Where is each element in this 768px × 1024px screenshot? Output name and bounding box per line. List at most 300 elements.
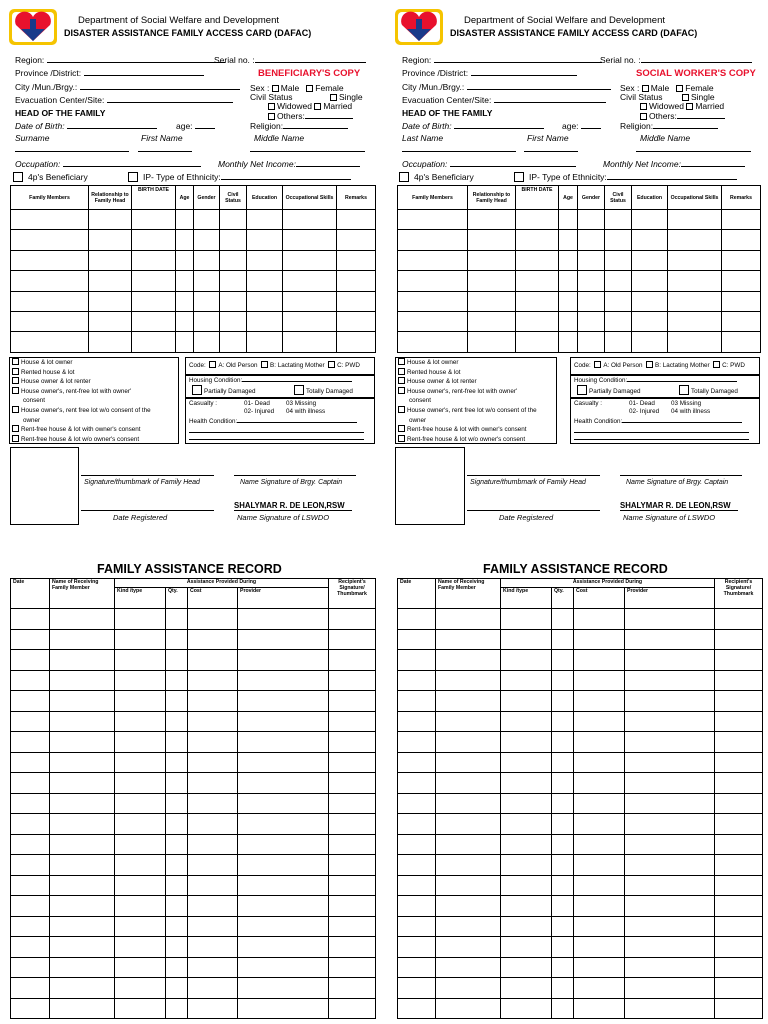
others-option[interactable]: Others: — [640, 111, 725, 121]
table-cell[interactable] — [398, 896, 436, 917]
table-cell[interactable] — [166, 855, 188, 876]
table-row[interactable] — [398, 916, 763, 937]
table-row[interactable] — [398, 793, 763, 814]
table-row[interactable] — [11, 650, 376, 671]
table-cell[interactable] — [194, 230, 220, 250]
housing-owner[interactable]: House & lot owner — [398, 358, 537, 368]
table-cell[interactable] — [559, 250, 578, 270]
single-option[interactable]: Single — [330, 92, 363, 102]
table-cell[interactable] — [516, 210, 559, 230]
table-cell[interactable] — [115, 916, 166, 937]
table-cell[interactable] — [176, 250, 194, 270]
table-cell[interactable] — [574, 978, 625, 999]
table-cell[interactable] — [501, 834, 552, 855]
table-cell[interactable] — [516, 271, 559, 291]
table-cell[interactable] — [436, 732, 501, 753]
table-cell[interactable] — [50, 916, 115, 937]
table-cell[interactable] — [578, 210, 605, 230]
table-cell[interactable] — [188, 793, 238, 814]
table-cell[interactable] — [329, 998, 376, 1019]
table-cell[interactable] — [574, 732, 625, 753]
table-cell[interactable] — [132, 210, 176, 230]
table-cell[interactable] — [166, 937, 188, 958]
table-cell[interactable] — [166, 834, 188, 855]
table-cell[interactable] — [501, 691, 552, 712]
table-cell[interactable] — [50, 732, 115, 753]
table-row[interactable] — [11, 271, 376, 291]
fourps-checkbox[interactable]: 4p's Beneficiary — [399, 172, 474, 182]
table-cell[interactable] — [436, 609, 501, 630]
table-row[interactable] — [11, 609, 376, 630]
table-row[interactable] — [11, 896, 376, 917]
table-cell[interactable] — [238, 855, 329, 876]
table-cell[interactable] — [398, 773, 436, 794]
table-cell[interactable] — [247, 250, 283, 270]
table-cell[interactable] — [115, 793, 166, 814]
table-cell[interactable] — [436, 752, 501, 773]
table-cell[interactable] — [436, 957, 501, 978]
housing-rent-free-house-with[interactable]: Rent-free house & lot with owner's consent — [12, 425, 151, 435]
table-cell[interactable] — [329, 773, 376, 794]
housing-rented[interactable]: Rented house & lot — [12, 368, 151, 378]
table-cell[interactable] — [194, 291, 220, 311]
widowed-married-options[interactable]: Widowed Married — [268, 101, 352, 111]
table-cell[interactable] — [715, 834, 763, 855]
table-cell[interactable] — [220, 250, 247, 270]
table-cell[interactable] — [11, 210, 89, 230]
table-cell[interactable] — [578, 271, 605, 291]
table-cell[interactable] — [468, 230, 516, 250]
table-cell[interactable] — [247, 332, 283, 352]
table-cell[interactable] — [436, 691, 501, 712]
table-row[interactable] — [11, 752, 376, 773]
table-cell[interactable] — [238, 834, 329, 855]
table-cell[interactable] — [329, 609, 376, 630]
table-cell[interactable] — [238, 773, 329, 794]
table-cell[interactable] — [188, 609, 238, 630]
table-cell[interactable] — [501, 752, 552, 773]
table-cell[interactable] — [238, 691, 329, 712]
table-cell[interactable] — [436, 711, 501, 732]
table-cell[interactable] — [552, 650, 574, 671]
table-cell[interactable] — [50, 629, 115, 650]
table-cell[interactable] — [283, 210, 337, 230]
table-cell[interactable] — [501, 670, 552, 691]
table-cell[interactable] — [337, 332, 376, 352]
table-cell[interactable] — [625, 793, 715, 814]
table-row[interactable] — [398, 773, 763, 794]
widowed-married-options[interactable]: Widowed Married — [640, 101, 724, 111]
table-cell[interactable] — [115, 814, 166, 835]
table-cell[interactable] — [501, 773, 552, 794]
table-cell[interactable] — [398, 875, 436, 896]
table-cell[interactable] — [50, 937, 115, 958]
table-cell[interactable] — [574, 855, 625, 876]
table-cell[interactable] — [115, 998, 166, 1019]
table-cell[interactable] — [11, 691, 50, 712]
table-cell[interactable] — [574, 793, 625, 814]
table-cell[interactable] — [166, 650, 188, 671]
table-cell[interactable] — [11, 855, 50, 876]
table-cell[interactable] — [50, 650, 115, 671]
table-cell[interactable] — [283, 311, 337, 331]
table-cell[interactable] — [188, 732, 238, 753]
housing-owner[interactable]: House & lot owner — [12, 358, 151, 368]
table-row[interactable] — [11, 670, 376, 691]
table-cell[interactable] — [552, 998, 574, 1019]
ip-ethnicity-field[interactable]: IP- Type of Ethnicity: — [514, 172, 737, 182]
table-cell[interactable] — [436, 896, 501, 917]
table-cell[interactable] — [238, 752, 329, 773]
table-cell[interactable] — [574, 875, 625, 896]
table-cell[interactable] — [115, 691, 166, 712]
table-cell[interactable] — [436, 875, 501, 896]
table-cell[interactable] — [552, 978, 574, 999]
table-cell[interactable] — [516, 250, 559, 270]
table-cell[interactable] — [329, 732, 376, 753]
table-cell[interactable] — [552, 691, 574, 712]
table-cell[interactable] — [115, 834, 166, 855]
table-cell[interactable] — [715, 814, 763, 835]
table-cell[interactable] — [188, 629, 238, 650]
table-cell[interactable] — [632, 291, 668, 311]
table-cell[interactable] — [516, 230, 559, 250]
table-cell[interactable] — [220, 311, 247, 331]
table-cell[interactable] — [398, 937, 436, 958]
table-cell[interactable] — [238, 875, 329, 896]
table-cell[interactable] — [166, 609, 188, 630]
table-cell[interactable] — [337, 291, 376, 311]
table-cell[interactable] — [552, 896, 574, 917]
table-cell[interactable] — [574, 916, 625, 937]
table-cell[interactable] — [188, 670, 238, 691]
table-cell[interactable] — [552, 875, 574, 896]
table-cell[interactable] — [625, 855, 715, 876]
table-cell[interactable] — [11, 916, 50, 937]
table-cell[interactable] — [398, 732, 436, 753]
assistance-record-body[interactable] — [11, 609, 376, 1019]
housing-rent-free-house-with[interactable]: Rent-free house & lot with owner's consent — [398, 425, 537, 435]
table-row[interactable] — [11, 629, 376, 650]
thumbmark-box[interactable] — [395, 447, 465, 525]
table-cell[interactable] — [89, 271, 132, 291]
table-cell[interactable] — [398, 250, 468, 270]
table-cell[interactable] — [625, 711, 715, 732]
table-cell[interactable] — [50, 855, 115, 876]
table-cell[interactable] — [11, 998, 50, 1019]
table-cell[interactable] — [50, 670, 115, 691]
table-cell[interactable] — [11, 332, 89, 352]
table-row[interactable] — [11, 711, 376, 732]
table-cell[interactable] — [468, 250, 516, 270]
table-cell[interactable] — [559, 311, 578, 331]
table-cell[interactable] — [436, 793, 501, 814]
table-cell[interactable] — [166, 978, 188, 999]
table-cell[interactable] — [329, 855, 376, 876]
table-row[interactable] — [398, 629, 763, 650]
table-cell[interactable] — [501, 978, 552, 999]
table-cell[interactable] — [238, 650, 329, 671]
table-cell[interactable] — [501, 937, 552, 958]
table-cell[interactable] — [552, 732, 574, 753]
table-row[interactable] — [11, 937, 376, 958]
housing-lot-renter[interactable]: House owner & lot renter — [12, 377, 151, 387]
table-cell[interactable] — [398, 916, 436, 937]
table-cell[interactable] — [247, 230, 283, 250]
table-cell[interactable] — [132, 311, 176, 331]
table-cell[interactable] — [625, 691, 715, 712]
table-cell[interactable] — [238, 793, 329, 814]
housing-rented[interactable]: Rented house & lot — [398, 368, 537, 378]
table-cell[interactable] — [247, 291, 283, 311]
table-row[interactable] — [398, 711, 763, 732]
table-cell[interactable] — [11, 937, 50, 958]
table-cell[interactable] — [625, 834, 715, 855]
table-row[interactable] — [398, 332, 761, 352]
table-cell[interactable] — [132, 271, 176, 291]
table-row[interactable] — [398, 998, 763, 1019]
table-cell[interactable] — [329, 896, 376, 917]
table-cell[interactable] — [238, 998, 329, 1019]
table-cell[interactable] — [398, 978, 436, 999]
table-cell[interactable] — [283, 230, 337, 250]
table-cell[interactable] — [605, 291, 632, 311]
housing-rent-free-with[interactable]: House owner's, rent-free lot with owner' — [12, 387, 151, 397]
table-cell[interactable] — [329, 937, 376, 958]
table-cell[interactable] — [574, 670, 625, 691]
table-row[interactable] — [11, 814, 376, 835]
table-row[interactable] — [11, 230, 376, 250]
table-cell[interactable] — [11, 773, 50, 794]
table-cell[interactable] — [115, 711, 166, 732]
table-row[interactable] — [11, 691, 376, 712]
table-cell[interactable] — [188, 978, 238, 999]
table-cell[interactable] — [468, 311, 516, 331]
table-cell[interactable] — [188, 998, 238, 1019]
table-cell[interactable] — [715, 875, 763, 896]
table-cell[interactable] — [398, 311, 468, 331]
table-cell[interactable] — [501, 916, 552, 937]
table-cell[interactable] — [715, 629, 763, 650]
table-cell[interactable] — [329, 916, 376, 937]
table-cell[interactable] — [166, 732, 188, 753]
table-cell[interactable] — [715, 978, 763, 999]
table-cell[interactable] — [166, 875, 188, 896]
table-cell[interactable] — [625, 650, 715, 671]
table-cell[interactable] — [625, 814, 715, 835]
table-cell[interactable] — [11, 834, 50, 855]
housing-lot-renter[interactable]: House owner & lot renter — [398, 377, 537, 387]
table-cell[interactable] — [398, 998, 436, 1019]
table-cell[interactable] — [605, 230, 632, 250]
table-cell[interactable] — [574, 691, 625, 712]
table-row[interactable] — [11, 834, 376, 855]
table-cell[interactable] — [722, 311, 761, 331]
table-cell[interactable] — [715, 752, 763, 773]
table-cell[interactable] — [188, 691, 238, 712]
table-cell[interactable] — [89, 210, 132, 230]
table-cell[interactable] — [559, 271, 578, 291]
table-cell[interactable] — [166, 752, 188, 773]
table-row[interactable] — [398, 609, 763, 630]
family-members-body[interactable] — [398, 210, 761, 353]
table-cell[interactable] — [436, 773, 501, 794]
table-row[interactable] — [11, 332, 376, 352]
table-cell[interactable] — [668, 332, 722, 352]
table-cell[interactable] — [574, 629, 625, 650]
table-cell[interactable] — [188, 957, 238, 978]
table-cell[interactable] — [50, 957, 115, 978]
table-cell[interactable] — [11, 711, 50, 732]
table-cell[interactable] — [11, 609, 50, 630]
table-cell[interactable] — [605, 332, 632, 352]
table-cell[interactable] — [552, 670, 574, 691]
housing-rent-free-house-wo[interactable]: Rent-free house & lot w/o owner's consent — [12, 435, 151, 445]
table-cell[interactable] — [715, 650, 763, 671]
table-cell[interactable] — [11, 629, 50, 650]
single-option[interactable]: Single — [682, 92, 715, 102]
table-row[interactable] — [398, 937, 763, 958]
table-cell[interactable] — [668, 291, 722, 311]
table-cell[interactable] — [89, 250, 132, 270]
table-cell[interactable] — [115, 732, 166, 753]
table-cell[interactable] — [516, 291, 559, 311]
table-cell[interactable] — [89, 230, 132, 250]
table-cell[interactable] — [220, 332, 247, 352]
table-row[interactable] — [398, 210, 761, 230]
housing-rent-free-wo[interactable]: House owner's, rent free lot w/o consent of the — [12, 406, 151, 416]
table-cell[interactable] — [329, 691, 376, 712]
table-cell[interactable] — [11, 311, 89, 331]
table-cell[interactable] — [188, 814, 238, 835]
table-cell[interactable] — [574, 650, 625, 671]
table-cell[interactable] — [50, 793, 115, 814]
table-cell[interactable] — [625, 773, 715, 794]
table-cell[interactable] — [552, 957, 574, 978]
table-cell[interactable] — [605, 210, 632, 230]
table-cell[interactable] — [194, 271, 220, 291]
table-cell[interactable] — [552, 773, 574, 794]
table-row[interactable] — [11, 210, 376, 230]
table-cell[interactable] — [247, 271, 283, 291]
table-cell[interactable] — [188, 875, 238, 896]
table-cell[interactable] — [552, 916, 574, 937]
table-cell[interactable] — [398, 691, 436, 712]
table-cell[interactable] — [559, 230, 578, 250]
table-cell[interactable] — [578, 230, 605, 250]
table-cell[interactable] — [398, 752, 436, 773]
table-cell[interactable] — [188, 752, 238, 773]
table-row[interactable] — [11, 875, 376, 896]
table-row[interactable] — [398, 271, 761, 291]
table-cell[interactable] — [176, 311, 194, 331]
table-cell[interactable] — [238, 896, 329, 917]
table-cell[interactable] — [194, 210, 220, 230]
table-row[interactable] — [398, 250, 761, 270]
table-cell[interactable] — [722, 291, 761, 311]
table-cell[interactable] — [436, 834, 501, 855]
table-cell[interactable] — [115, 650, 166, 671]
table-cell[interactable] — [516, 311, 559, 331]
table-cell[interactable] — [50, 752, 115, 773]
table-row[interactable] — [11, 998, 376, 1019]
partially-damaged-option[interactable]: Partially Damaged — [577, 385, 640, 397]
table-cell[interactable] — [625, 998, 715, 1019]
table-cell[interactable] — [238, 957, 329, 978]
table-cell[interactable] — [89, 332, 132, 352]
table-cell[interactable] — [329, 650, 376, 671]
table-cell[interactable] — [715, 670, 763, 691]
table-row[interactable] — [398, 896, 763, 917]
table-cell[interactable] — [11, 978, 50, 999]
table-cell[interactable] — [11, 732, 50, 753]
table-cell[interactable] — [188, 896, 238, 917]
table-cell[interactable] — [574, 752, 625, 773]
table-cell[interactable] — [11, 670, 50, 691]
table-row[interactable] — [11, 773, 376, 794]
ip-ethnicity-field[interactable]: IP- Type of Ethnicity: — [128, 172, 351, 182]
table-cell[interactable] — [632, 250, 668, 270]
table-cell[interactable] — [715, 773, 763, 794]
table-cell[interactable] — [238, 670, 329, 691]
table-cell[interactable] — [436, 670, 501, 691]
table-cell[interactable] — [715, 998, 763, 1019]
table-cell[interactable] — [436, 998, 501, 1019]
table-row[interactable] — [398, 978, 763, 999]
table-cell[interactable] — [238, 978, 329, 999]
table-cell[interactable] — [468, 332, 516, 352]
fourps-checkbox[interactable]: 4p's Beneficiary — [13, 172, 88, 182]
table-cell[interactable] — [329, 711, 376, 732]
table-cell[interactable] — [176, 271, 194, 291]
table-cell[interactable] — [516, 332, 559, 352]
table-cell[interactable] — [132, 332, 176, 352]
table-cell[interactable] — [501, 609, 552, 630]
table-cell[interactable] — [283, 291, 337, 311]
table-cell[interactable] — [715, 957, 763, 978]
table-cell[interactable] — [715, 711, 763, 732]
table-cell[interactable] — [220, 271, 247, 291]
table-cell[interactable] — [625, 670, 715, 691]
table-cell[interactable] — [176, 230, 194, 250]
table-cell[interactable] — [632, 271, 668, 291]
table-cell[interactable] — [574, 609, 625, 630]
table-cell[interactable] — [574, 896, 625, 917]
table-cell[interactable] — [668, 210, 722, 230]
table-cell[interactable] — [50, 609, 115, 630]
table-cell[interactable] — [166, 711, 188, 732]
table-row[interactable] — [11, 916, 376, 937]
table-cell[interactable] — [501, 650, 552, 671]
table-cell[interactable] — [166, 814, 188, 835]
housing-rent-free-with[interactable]: House owner's, rent-free lot with owner' — [398, 387, 537, 397]
table-cell[interactable] — [329, 875, 376, 896]
table-cell[interactable] — [283, 250, 337, 270]
family-members-body[interactable] — [11, 210, 376, 353]
table-row[interactable] — [398, 957, 763, 978]
table-cell[interactable] — [220, 230, 247, 250]
table-cell[interactable] — [329, 814, 376, 835]
table-cell[interactable] — [552, 855, 574, 876]
table-cell[interactable] — [188, 650, 238, 671]
table-cell[interactable] — [50, 875, 115, 896]
table-cell[interactable] — [188, 916, 238, 937]
table-cell[interactable] — [501, 711, 552, 732]
table-cell[interactable] — [166, 998, 188, 1019]
table-cell[interactable] — [11, 230, 89, 250]
table-cell[interactable] — [632, 332, 668, 352]
table-cell[interactable] — [625, 916, 715, 937]
